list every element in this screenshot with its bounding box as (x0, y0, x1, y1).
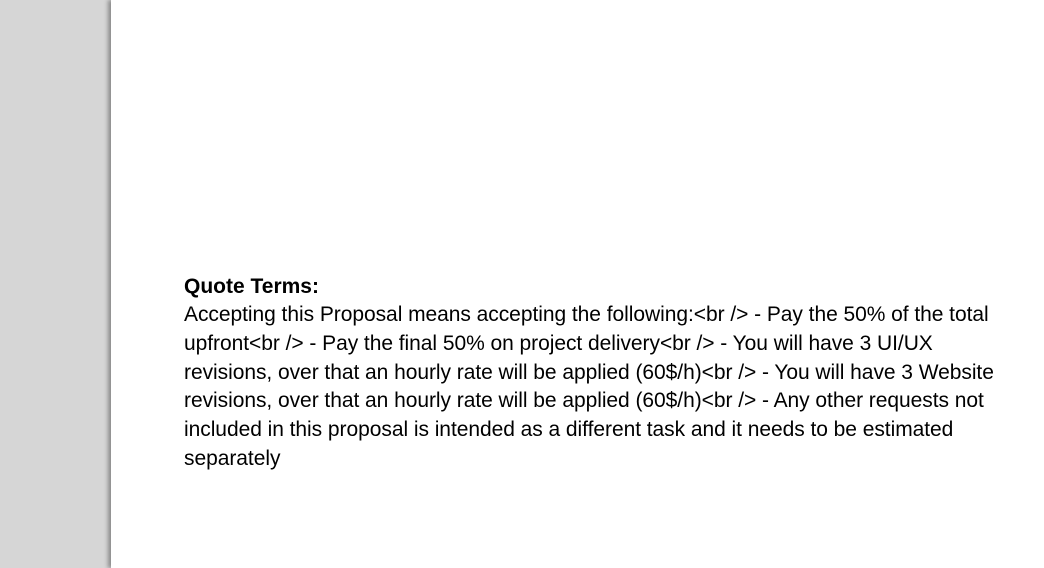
quote-terms-heading: Quote Terms: (184, 275, 319, 298)
quote-terms-body: Accepting this Proposal means accepting the following:<br /> - Pay the 50% of the total upfront<br /> - Pay the final 50% on project delivery<br /> - You will have 3 UI/UX revisions, over that an hourly rate will be applied (60$/h)<br /> - You will have 3 Website revisions, over that an hourly rate will be applied (60$/h)<br /> - Any other requests not included in this proposal is intended as a different task and it needs to be estimated separately (184, 303, 994, 470)
document-page (111, 0, 1044, 568)
quote-terms-section (184, 272, 1019, 474)
